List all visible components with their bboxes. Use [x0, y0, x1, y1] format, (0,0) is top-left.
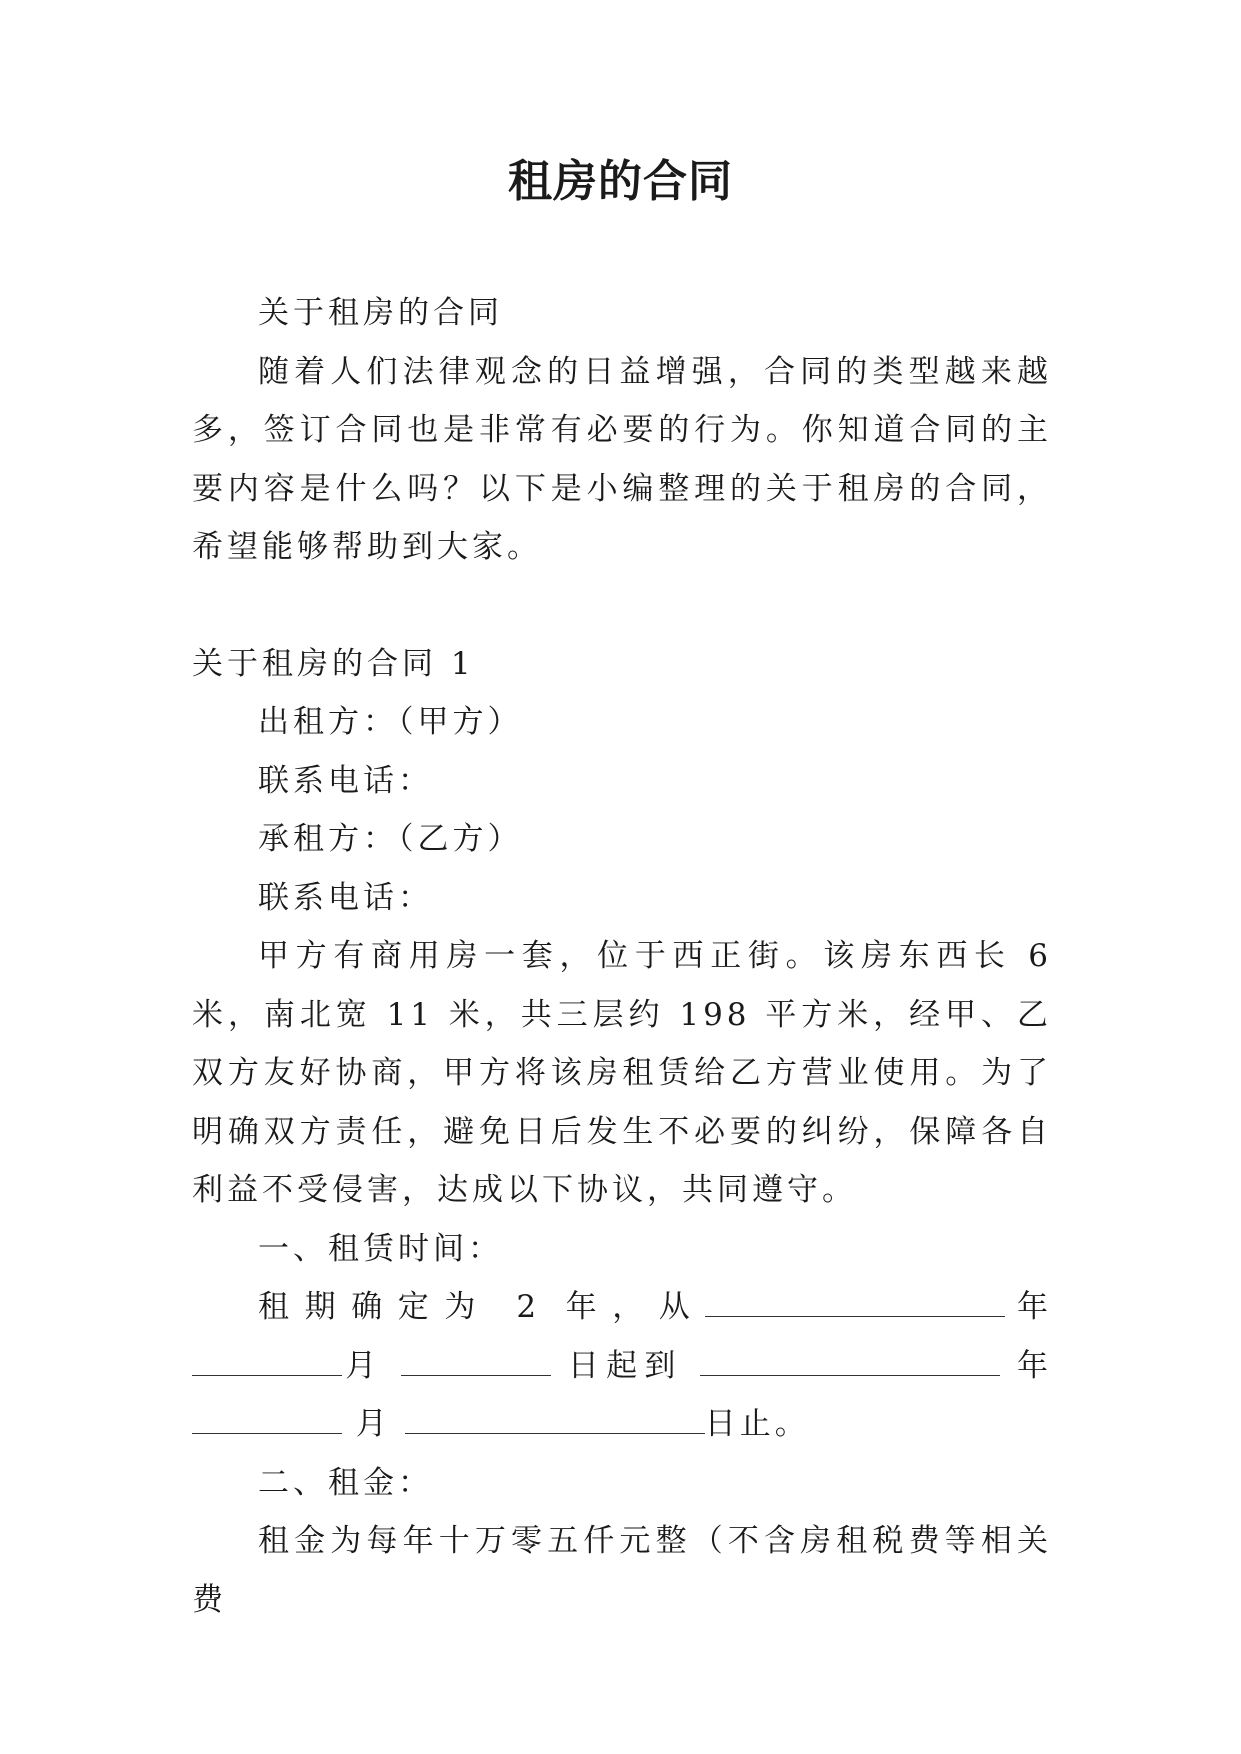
clause1-text-part7: 日止。: [704, 1406, 810, 1442]
blank-end-day: [405, 1405, 705, 1434]
blank-end-year: [700, 1347, 1000, 1376]
spacer: [192, 577, 1052, 635]
clause1-text-part3: 月: [342, 1347, 384, 1384]
clause1-text-part2: 年: [1005, 1289, 1053, 1325]
lessee-phone-label: 联系电话：: [258, 879, 433, 916]
blank-start-year: [705, 1288, 1005, 1317]
blank-start-day: [401, 1347, 551, 1376]
lessor-label: 出租方：（甲方）: [258, 704, 523, 740]
blank-end-month: [192, 1405, 342, 1434]
intro-paragraph: 随着人们法律观念的日益增强，合同的类型越来越多，签订合同也是非常有必要的行为。你知道合同的主要内容是什么吗？以下是小编整理的关于租房的合同，希望能够帮助到大家。: [192, 353, 1052, 565]
document-title: 租房的合同: [508, 156, 733, 207]
clause1-text-part1: 租期确定为 2 年，从: [258, 1289, 706, 1325]
clause1-text-part6: 月: [355, 1406, 391, 1442]
blank-start-month: [192, 1347, 342, 1376]
property-paragraph: 甲方有商用房一套，位于西正街。该房东西长 6 米，南北宽 11 米，共三层约 198 平方米，经甲、乙双方友好协商，甲方将该房租赁给乙方营业使用。为了明确双方责任，避免日后发生不必要的纠纷，保障各自利益不受侵害，达成以下协议，共同遵守。: [192, 938, 1052, 1208]
clause1-heading: 一、租赁时间：: [258, 1230, 503, 1267]
section-heading: 关于租房的合同 1: [192, 645, 475, 682]
clause2-heading: 二、租金：: [258, 1464, 433, 1501]
lessor-phone-label: 联系电话：: [258, 762, 433, 799]
document-body: [192, 284, 1052, 1629]
clause1-text-part5: 年: [1017, 1347, 1052, 1384]
clause1-text-part4: 日起到: [567, 1347, 683, 1384]
lessee-label: 承租方：（乙方）: [258, 821, 523, 857]
intro-heading: 关于租房的合同: [258, 295, 503, 331]
clause1-text: [192, 1278, 1052, 1454]
clause2-text: 租金为每年十万零五仟元整（不含房租税费等相关费: [192, 1523, 1052, 1618]
